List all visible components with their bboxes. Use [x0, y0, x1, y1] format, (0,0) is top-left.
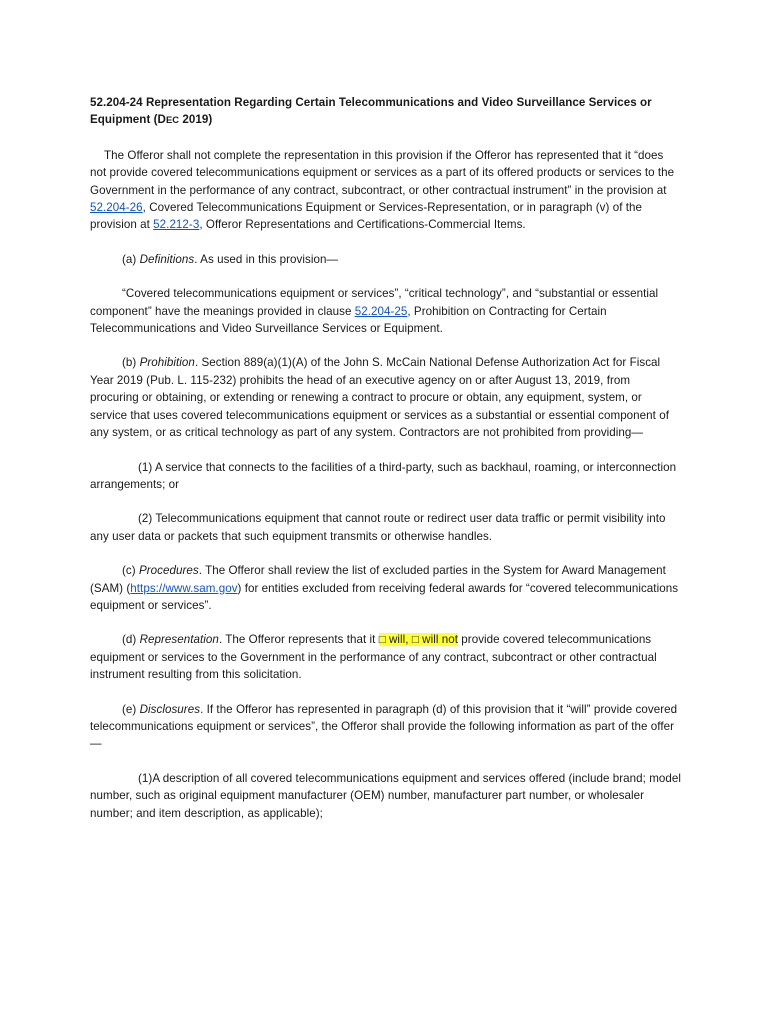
intro-text-1: The Offeror shall not complete the representation in this provision if the Offeror has represented that it “does not provide covered telecommunications equipment or services as a part of its offered products or services to the Government in the performance of any contract, subcontract, or other contractual instrument” in the provision at: [90, 148, 675, 197]
paragraph-e1: (1)A description of all covered telecommunications equipment and services offered (include brand; model number, such as original equipment manufacturer (OEM) number, manufacturer part number, or wholesaler number; and item description, as applicable);: [90, 771, 682, 820]
document-title: [90, 94, 682, 129]
paragraph-d-text-2: provide covered telecommunications equipment or services to the Government in the performance of any contract, subcontract or other contractual instrument resulting from this solicitation.: [90, 633, 657, 682]
paragraph-b-text: . Section 889(a)(1)(A) of the John S. McCain National Defense Authorization Act for Fiscal Year 2019 (Pub. L. 115-232) prohibits the head of an executive agency on or after August 13, 2019, from procuring or obtaining, or extending or renewing a contract to procure or obtain, any equipment, system, or service that uses covered telecommunications equipment or services as a substantial or essential component of any system, or as critical technology as part of any system. Contractors are not prohibited from providing—: [90, 356, 669, 440]
will-will-not-checkboxes[interactable]: □ will, □ will not: [378, 633, 459, 647]
paragraph-a-heading: Definitions: [139, 252, 195, 266]
definitions-paragraph: [90, 285, 682, 337]
paragraph-b1: (1) A service that connects to the facilities of a third-party, such as backhaul, roaming, or interconnection arrangements; or: [90, 460, 677, 491]
link-52-204-25[interactable]: 52.204-25: [354, 304, 408, 318]
paragraph-a-text: . As used in this provision—: [194, 252, 339, 266]
title-smallcaps: EC: [165, 114, 180, 126]
title-year: 2019): [179, 113, 213, 127]
paragraph-b2: (2) Telecommunications equipment that cannot route or redirect user data traffic or permit visibility into any user data or packets that such equipment transmits or otherwise handles.: [90, 512, 666, 543]
document-page: [90, 94, 682, 839]
paragraph-e: [90, 701, 682, 753]
link-52-212-3[interactable]: 52.212-3: [153, 218, 200, 232]
paragraph-d-label: (d): [122, 633, 140, 647]
intro-text-3: , Offeror Representations and Certifications-Commercial Items.: [199, 218, 526, 232]
paragraph-c: [90, 562, 682, 614]
paragraph-d-heading: Representation: [139, 633, 219, 647]
paragraph-d-text-1: . The Offeror represents that it: [218, 633, 379, 647]
title-main: 52.204-24 Representation Regarding Certain Telecommunications and Video Surveillance Services or Equipment (D: [90, 96, 652, 127]
paragraph-c-heading: Procedures: [138, 564, 199, 578]
intro-text-2: , Covered Telecommunications Equipment or Services-Representation, or in paragraph (v) of the provision at: [90, 201, 643, 232]
paragraph-b: [90, 354, 682, 441]
paragraph-d: [90, 631, 682, 683]
definitions-text-1: “Covered telecommunications equipment or services”, “critical technology”, and “substantial or essential component” have the meanings provided in clause: [90, 287, 659, 318]
paragraph-a-label: (a): [122, 252, 140, 266]
link-sam-gov[interactable]: https://www.sam.gov: [130, 581, 238, 595]
paragraph-e-label: (e): [122, 702, 140, 716]
paragraph-b-label: (b): [122, 356, 140, 370]
paragraph-e-text: . If the Offeror has represented in paragraph (d) of this provision that it “will” provide covered telecommunications equipment or services”, the Offeror shall provide the following information as part of the offer—: [90, 702, 678, 751]
paragraph-e-heading: Disclosures: [139, 702, 201, 716]
intro-paragraph: [90, 147, 682, 234]
definitions-text-2: , Prohibition on Contracting for Certain Telecommunications and Video Surveillance Services or Equipment.: [90, 304, 607, 336]
paragraph-c-label: (c): [122, 564, 139, 578]
paragraph-a: [90, 251, 682, 268]
paragraph-c-text-1: . The Offeror shall review the list of excluded parties in the System for Award Management (SAM) (: [90, 564, 666, 595]
paragraph-c-text-2: ) for entities excluded from receiving federal awards for “covered telecommunications equipment or services”.: [90, 581, 679, 612]
paragraph-b-heading: Prohibition: [139, 356, 195, 370]
link-52-204-26[interactable]: 52.204-26: [90, 201, 143, 215]
